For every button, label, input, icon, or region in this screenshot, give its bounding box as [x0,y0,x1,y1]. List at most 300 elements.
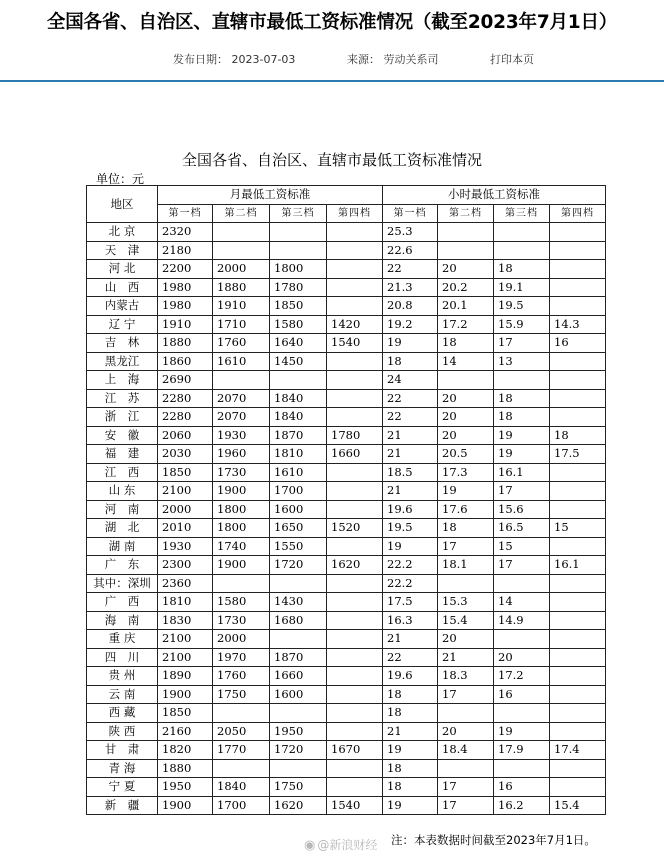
hourly-wage-cell: 18.5 [383,463,438,482]
hourly-wage-cell [550,778,606,797]
monthly-wage-cell [327,778,383,797]
hourly-wage-cell [550,685,606,704]
hourly-wage-cell [550,278,606,297]
hourly-wage-cell [550,297,606,316]
monthly-wage-cell: 1860 [158,352,213,371]
hourly-wage-cell [550,463,606,482]
region-header: 地区 [87,186,158,223]
monthly-wage-cell: 2000 [158,500,213,519]
monthly-wage-cell: 1660 [327,445,383,464]
hourly-wage-cell [494,759,550,778]
hourly-wage-cell: 15.6 [494,500,550,519]
monthly-wage-cell: 1780 [270,278,327,297]
hourly-wage-cell [438,574,494,593]
hourly-wage-cell: 15.9 [494,315,550,334]
table-row [87,241,606,260]
monthly-wage-cell: 1720 [270,556,327,575]
table-row [87,389,606,408]
hourly-wage-cell [438,759,494,778]
monthly-level-2: 第二档 [213,204,270,223]
hourly-wage-cell: 20 [438,426,494,445]
hourly-wage-cell: 22.6 [383,241,438,260]
hourly-wage-cell: 16.1 [494,463,550,482]
region-cell: 广 东 [87,556,158,575]
monthly-wage-cell [213,223,270,242]
monthly-wage-cell [327,260,383,279]
region-cell: 河 北 [87,260,158,279]
monthly-wage-cell: 2300 [158,556,213,575]
monthly-wage-cell: 2100 [158,648,213,667]
region-cell: 上 海 [87,371,158,390]
hourly-wage-cell: 22 [383,260,438,279]
hourly-wage-cell [438,223,494,242]
region-cell: 福 建 [87,445,158,464]
hourly-wage-cell [550,630,606,649]
hourly-wage-cell [550,352,606,371]
monthly-wage-cell: 2280 [158,389,213,408]
monthly-wage-cell [327,389,383,408]
monthly-wage-cell: 1850 [158,463,213,482]
region-cell: 河 南 [87,500,158,519]
hourly-wage-cell: 17 [438,537,494,556]
monthly-wage-cell [213,759,270,778]
monthly-wage-cell: 1830 [158,611,213,630]
hourly-wage-cell: 18 [494,260,550,279]
monthly-wage-cell [327,241,383,260]
monthly-wage-cell [327,278,383,297]
hourly-wage-cell: 13 [494,352,550,371]
region-cell: 贵 州 [87,667,158,686]
hourly-wage-cell: 20.2 [438,278,494,297]
region-cell: 西 藏 [87,704,158,723]
monthly-wage-cell: 2100 [158,630,213,649]
hourly-wage-cell [494,574,550,593]
monthly-wage-cell [327,482,383,501]
hourly-wage-cell: 17 [494,334,550,353]
table-row [87,537,606,556]
monthly-wage-cell: 2070 [213,389,270,408]
hourly-header: 小时最低工资标准 [383,186,606,205]
hourly-wage-cell: 19 [494,445,550,464]
monthly-wage-cell: 1870 [270,648,327,667]
hourly-wage-cell: 15.3 [438,593,494,612]
table-row [87,685,606,704]
hourly-wage-cell: 15.4 [438,611,494,630]
monthly-wage-cell: 2320 [158,223,213,242]
monthly-wage-cell: 1900 [213,482,270,501]
hourly-wage-cell: 16.1 [550,556,606,575]
monthly-wage-cell: 1610 [270,463,327,482]
hourly-wage-cell: 20 [438,408,494,427]
region-cell: 云 南 [87,685,158,704]
monthly-wage-cell: 2000 [213,260,270,279]
monthly-wage-cell: 1580 [213,593,270,612]
monthly-wage-cell: 1660 [270,667,327,686]
monthly-wage-cell [327,463,383,482]
monthly-wage-cell: 2280 [158,408,213,427]
hourly-wage-cell [550,704,606,723]
monthly-wage-cell [213,241,270,260]
region-cell: 湖 南 [87,537,158,556]
table-row [87,519,606,538]
region-cell: 江 西 [87,463,158,482]
hourly-wage-cell: 17.2 [494,667,550,686]
monthly-wage-cell: 2160 [158,722,213,741]
monthly-wage-cell: 1620 [327,556,383,575]
hourly-wage-cell: 18.1 [438,556,494,575]
hourly-wage-cell: 22 [383,389,438,408]
monthly-wage-cell: 1900 [158,685,213,704]
hourly-wage-cell: 19 [494,722,550,741]
hourly-wage-cell: 19 [383,741,438,760]
monthly-wage-cell: 1580 [270,315,327,334]
hourly-wage-cell: 17.4 [550,741,606,760]
table-row [87,408,606,427]
table-row [87,371,606,390]
table-row [87,223,606,242]
hourly-level-1: 第一档 [383,204,438,223]
monthly-wage-cell: 1850 [270,297,327,316]
hourly-wage-cell [550,537,606,556]
monthly-wage-cell: 1840 [270,389,327,408]
monthly-wage-cell: 1890 [158,667,213,686]
hourly-wage-cell [550,389,606,408]
hourly-wage-cell [494,704,550,723]
hourly-wage-cell: 19.2 [383,315,438,334]
monthly-header: 月最低工资标准 [158,186,383,205]
monthly-wage-cell: 1620 [270,796,327,815]
hourly-wage-cell: 18 [438,334,494,353]
hourly-wage-cell: 22.2 [383,574,438,593]
table-row [87,445,606,464]
hourly-wage-cell: 21 [383,482,438,501]
monthly-wage-cell: 1930 [213,426,270,445]
monthly-wage-cell [270,223,327,242]
hourly-wage-cell [550,648,606,667]
hourly-wage-cell: 19.1 [494,278,550,297]
hourly-wage-cell [550,593,606,612]
hourly-wage-cell [550,260,606,279]
table-row [87,611,606,630]
monthly-wage-cell: 1650 [270,519,327,538]
region-cell: 黑龙江 [87,352,158,371]
monthly-wage-cell: 1610 [213,352,270,371]
hourly-wage-cell: 15 [550,519,606,538]
region-cell: 其中：深圳 [87,574,158,593]
monthly-wage-cell: 1720 [270,741,327,760]
weibo-icon: ◉ [304,838,316,853]
print-link[interactable]: 打印本页 [490,53,534,66]
region-cell: 重 庆 [87,630,158,649]
monthly-wage-cell: 1880 [158,334,213,353]
page-title: 全国各省、自治区、直辖市最低工资标准情况（截至2023年7月1日） [46,12,618,33]
table-row [87,741,606,760]
region-cell: 江 苏 [87,389,158,408]
region-cell: 宁 夏 [87,778,158,797]
table-row [87,463,606,482]
monthly-wage-cell: 1700 [270,482,327,501]
hourly-wage-cell: 17 [438,796,494,815]
hourly-wage-cell: 19.5 [383,519,438,538]
hourly-wage-cell: 21 [438,648,494,667]
monthly-wage-cell: 1600 [270,685,327,704]
footnote: 注：本表数据时间截至2023年7月1日。 [391,833,596,847]
table-row [87,593,606,612]
monthly-wage-cell: 1910 [158,315,213,334]
hourly-wage-cell: 20 [438,389,494,408]
monthly-wage-cell: 1960 [213,445,270,464]
monthly-wage-cell [327,297,383,316]
monthly-level-3: 第三档 [270,204,327,223]
region-cell: 湖 北 [87,519,158,538]
monthly-wage-cell [327,704,383,723]
monthly-wage-cell [327,722,383,741]
hourly-wage-cell: 17.5 [550,445,606,464]
table-row [87,352,606,371]
monthly-wage-cell: 1740 [213,537,270,556]
monthly-wage-cell: 1770 [213,741,270,760]
hourly-wage-cell: 19.6 [383,667,438,686]
table-row [87,796,606,815]
hourly-wage-cell: 21 [383,630,438,649]
hourly-wage-cell [550,722,606,741]
monthly-wage-cell: 2690 [158,371,213,390]
monthly-wage-cell [327,667,383,686]
hourly-wage-cell: 20.5 [438,445,494,464]
hourly-wage-cell [494,241,550,260]
monthly-wage-cell: 1730 [213,463,270,482]
monthly-wage-cell: 1950 [158,778,213,797]
region-cell: 海 南 [87,611,158,630]
table-row [87,426,606,445]
monthly-wage-cell: 1800 [270,260,327,279]
hourly-wage-cell: 17 [494,482,550,501]
monthly-wage-cell [213,371,270,390]
monthly-wage-cell: 1420 [327,315,383,334]
hourly-wage-cell: 14 [438,352,494,371]
hourly-wage-cell: 20.8 [383,297,438,316]
monthly-wage-cell: 1880 [213,278,270,297]
hourly-wage-cell: 18 [383,759,438,778]
hourly-wage-cell: 16.3 [383,611,438,630]
monthly-wage-cell: 1780 [327,426,383,445]
monthly-wage-cell [327,593,383,612]
monthly-wage-cell: 1880 [158,759,213,778]
monthly-wage-cell: 1450 [270,352,327,371]
monthly-wage-cell: 2030 [158,445,213,464]
table-row [87,260,606,279]
table-row [87,500,606,519]
hourly-wage-cell: 16 [494,685,550,704]
monthly-wage-cell [270,241,327,260]
hourly-wage-cell: 25.3 [383,223,438,242]
monthly-wage-cell: 1870 [270,426,327,445]
hourly-wage-cell: 18 [383,778,438,797]
region-cell: 新 疆 [87,796,158,815]
monthly-wage-cell [327,223,383,242]
publish-date: 发布日期： 2023-07-03 [173,53,296,66]
region-cell: 四 川 [87,648,158,667]
hourly-wage-cell [550,574,606,593]
hourly-wage-cell: 18.3 [438,667,494,686]
region-cell: 山 西 [87,278,158,297]
hourly-wage-cell: 20 [438,260,494,279]
hourly-wage-cell: 19 [383,796,438,815]
hourly-wage-cell: 17.2 [438,315,494,334]
region-cell: 甘 肃 [87,741,158,760]
monthly-wage-cell: 1670 [327,741,383,760]
monthly-wage-cell: 1840 [213,778,270,797]
monthly-wage-cell [270,704,327,723]
region-cell: 吉 林 [87,334,158,353]
monthly-wage-cell: 1970 [213,648,270,667]
monthly-wage-cell: 2060 [158,426,213,445]
table-row [87,759,606,778]
monthly-wage-cell [327,685,383,704]
monthly-wage-cell [327,408,383,427]
hourly-wage-cell: 22 [383,648,438,667]
monthly-wage-cell: 1930 [158,537,213,556]
monthly-wage-cell: 1710 [213,315,270,334]
hourly-wage-cell: 16 [550,334,606,353]
monthly-wage-cell [327,537,383,556]
monthly-level-4: 第四档 [327,204,383,223]
hourly-wage-cell: 19 [494,426,550,445]
hourly-wage-cell [550,500,606,519]
hourly-wage-cell [550,223,606,242]
hourly-wage-cell: 21.3 [383,278,438,297]
table-row [87,630,606,649]
hourly-wage-cell: 19 [383,537,438,556]
hourly-wage-cell: 18 [383,685,438,704]
monthly-wage-cell: 1800 [213,519,270,538]
document-title: 全国各省、自治区、直辖市最低工资标准情况 [181,151,482,169]
hourly-wage-cell: 17 [438,685,494,704]
hourly-wage-cell: 24 [383,371,438,390]
hourly-wage-cell [550,667,606,686]
minimum-wage-table [86,185,606,815]
hourly-wage-cell: 16 [494,778,550,797]
hourly-wage-cell: 18.4 [438,741,494,760]
hourly-wage-cell: 18 [494,408,550,427]
hourly-wage-cell: 18 [550,426,606,445]
monthly-wage-cell: 1430 [270,593,327,612]
hourly-wage-cell: 19.5 [494,297,550,316]
hourly-wage-cell [550,408,606,427]
hourly-wage-cell [438,704,494,723]
region-cell: 陕 西 [87,722,158,741]
monthly-wage-cell: 1840 [270,408,327,427]
hourly-wage-cell: 18 [383,352,438,371]
hourly-wage-cell: 19 [383,334,438,353]
region-cell: 青 海 [87,759,158,778]
table-row [87,667,606,686]
monthly-wage-cell: 1820 [158,741,213,760]
hourly-wage-cell: 14.3 [550,315,606,334]
monthly-wage-cell: 1680 [270,611,327,630]
monthly-wage-cell [327,371,383,390]
monthly-wage-cell: 2010 [158,519,213,538]
monthly-wage-cell [270,630,327,649]
hourly-wage-cell: 17.9 [494,741,550,760]
hourly-wage-cell: 20.1 [438,297,494,316]
hourly-wage-cell: 17.3 [438,463,494,482]
watermark-text: @新浪财经 [317,838,378,852]
source: 来源： 劳动关系司 [347,53,439,66]
monthly-wage-cell: 2050 [213,722,270,741]
hourly-wage-cell: 20 [438,722,494,741]
table-row [87,556,606,575]
monthly-wage-cell: 2100 [158,482,213,501]
hourly-wage-cell: 16.2 [494,796,550,815]
monthly-wage-cell: 1520 [327,519,383,538]
monthly-wage-cell: 1700 [213,796,270,815]
hourly-wage-cell [550,241,606,260]
hourly-wage-cell: 16.5 [494,519,550,538]
monthly-wage-cell: 1760 [213,334,270,353]
table-row [87,297,606,316]
monthly-wage-cell: 1950 [270,722,327,741]
hourly-wage-cell: 17.6 [438,500,494,519]
hourly-wage-cell [438,371,494,390]
hourly-level-4: 第四档 [550,204,606,223]
hourly-wage-cell: 17 [438,778,494,797]
hourly-wage-cell [550,482,606,501]
region-cell: 浙 江 [87,408,158,427]
table-row [87,722,606,741]
hourly-wage-cell: 15 [494,537,550,556]
monthly-wage-cell [270,759,327,778]
monthly-wage-cell: 1750 [270,778,327,797]
monthly-wage-cell: 1800 [213,500,270,519]
monthly-wage-cell [327,352,383,371]
region-cell: 辽 宁 [87,315,158,334]
region-cell: 天 津 [87,241,158,260]
monthly-wage-cell: 1900 [158,796,213,815]
region-cell: 广 西 [87,593,158,612]
table-row [87,482,606,501]
table-row [87,315,606,334]
monthly-wage-cell: 2000 [213,630,270,649]
monthly-level-1: 第一档 [158,204,213,223]
hourly-wage-cell: 14 [494,593,550,612]
hourly-wage-cell: 22 [383,408,438,427]
monthly-wage-cell [213,704,270,723]
monthly-wage-cell [327,759,383,778]
table-row [87,704,606,723]
hourly-wage-cell [550,759,606,778]
hourly-wage-cell: 17.5 [383,593,438,612]
hourly-wage-cell: 15.4 [550,796,606,815]
monthly-wage-cell: 1540 [327,796,383,815]
hourly-wage-cell: 18 [494,389,550,408]
hourly-wage-cell: 19 [438,482,494,501]
monthly-wage-cell [327,611,383,630]
monthly-wage-cell [270,574,327,593]
hourly-wage-cell: 22.2 [383,556,438,575]
monthly-wage-cell: 1540 [327,334,383,353]
hourly-wage-cell: 17 [494,556,550,575]
hourly-level-3: 第三档 [494,204,550,223]
hourly-level-2: 第二档 [438,204,494,223]
monthly-wage-cell [213,574,270,593]
hourly-wage-cell: 18 [438,519,494,538]
hourly-wage-cell: 21 [383,426,438,445]
table-row [87,648,606,667]
monthly-wage-cell [270,371,327,390]
hourly-wage-cell [494,223,550,242]
hourly-wage-cell [550,371,606,390]
